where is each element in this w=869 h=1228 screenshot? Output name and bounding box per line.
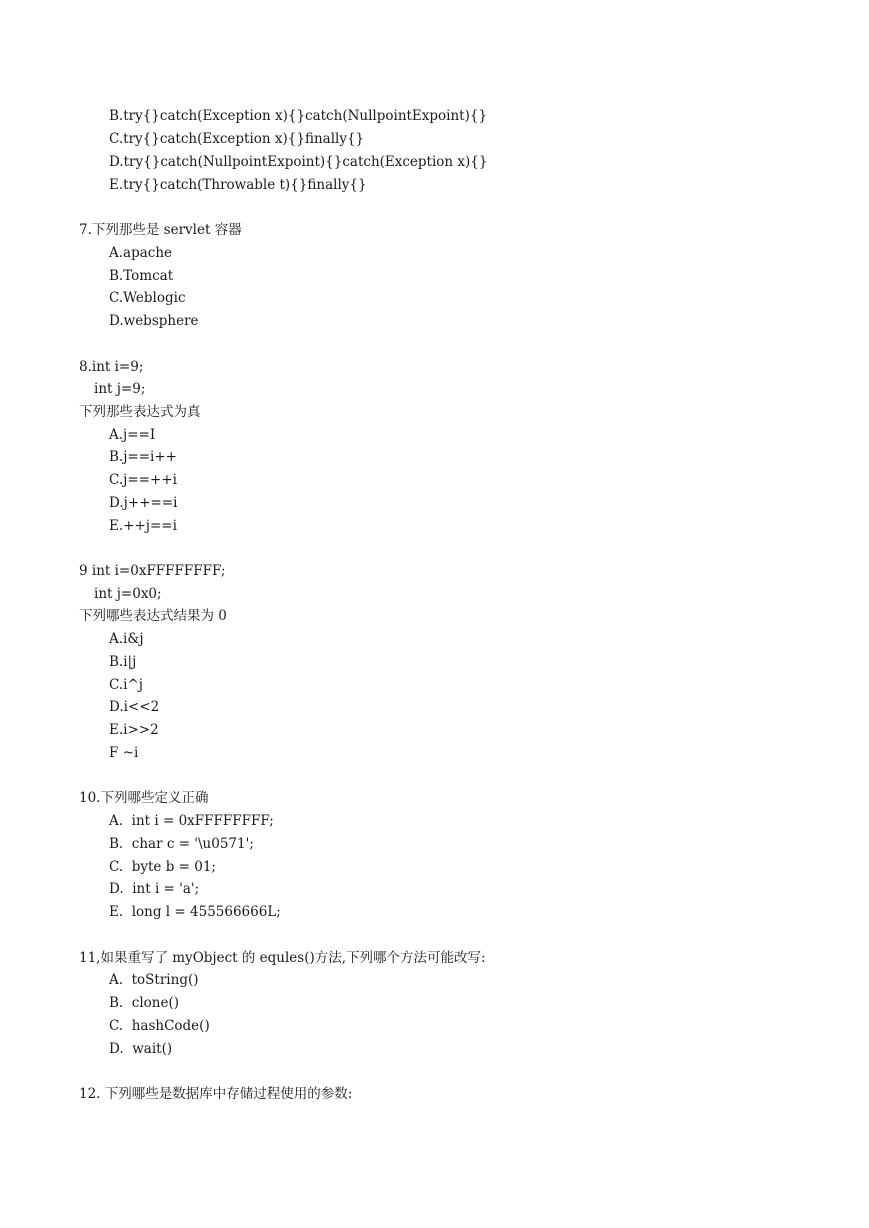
q8-option-d: D.j++==i — [109, 495, 178, 511]
q9-option-e: E.i>>2 — [109, 722, 159, 738]
q8-code-continuation: int j=9; — [94, 381, 146, 397]
q6-option-e: E.try{}catch(Throwable t){}finally{} — [109, 177, 367, 193]
q8-option-e: E.++j==i — [109, 518, 177, 534]
q11-stem: 11,如果重写了 myObject 的 equles()方法,下列哪个方法可能改写: — [79, 950, 486, 966]
q8-stem: 8.int i=9; — [79, 359, 144, 375]
q7-option-c: C.Weblogic — [109, 290, 186, 306]
q7-stem: 7.下列那些是 servlet 容器 — [79, 222, 242, 238]
q9-stem: 9 int i=0xFFFFFFFF; — [79, 563, 226, 579]
q9-option-c: C.i^j — [109, 677, 143, 693]
q6-option-c: C.try{}catch(Exception x){}finally{} — [109, 131, 365, 147]
q6-option-d: D.try{}catch(NullpointExpoint){}catch(Exception x){} — [109, 154, 488, 170]
q9-option-f: F ~i — [109, 745, 139, 761]
q7-option-d: D.websphere — [109, 313, 199, 329]
q11-option-d: D. wait() — [109, 1041, 173, 1057]
q9-prompt: 下列哪些表达式结果为 0 — [79, 608, 227, 624]
q10-option-a: A. int i = 0xFFFFFFFF; — [109, 813, 274, 829]
q10-option-c: C. byte b = 01; — [109, 859, 216, 875]
q10-option-d: D. int i = 'a'; — [109, 881, 200, 897]
q10-stem: 10.下列哪些定义正确 — [79, 790, 209, 806]
q9-option-d: D.i<<2 — [109, 699, 160, 715]
q11-option-c: C. hashCode() — [109, 1018, 210, 1034]
q10-option-e: E. long l = 455566666L; — [109, 904, 281, 920]
q12-stem: 12. 下列哪些是数据库中存储过程使用的参数: — [79, 1086, 353, 1102]
q9-option-b: B.i|j — [109, 654, 137, 670]
q10-option-b: B. char c = '\u0571'; — [109, 836, 254, 852]
q7-option-a: A.apache — [109, 245, 173, 261]
q9-code-continuation: int j=0x0; — [94, 586, 162, 602]
q8-option-b: B.j==i++ — [109, 449, 177, 465]
q8-prompt: 下列那些表达式为真 — [79, 404, 201, 420]
q8-option-c: C.j==++i — [109, 472, 177, 488]
q8-option-a: A.j==I — [109, 427, 156, 443]
q7-option-b: B.Tomcat — [109, 268, 174, 284]
q11-option-a: A. toString() — [109, 972, 199, 988]
q9-option-a: A.i&j — [109, 631, 144, 647]
q6-option-b: B.try{}catch(Exception x){}catch(NullpointExpoint){} — [109, 108, 488, 124]
q11-option-b: B. clone() — [109, 995, 180, 1011]
